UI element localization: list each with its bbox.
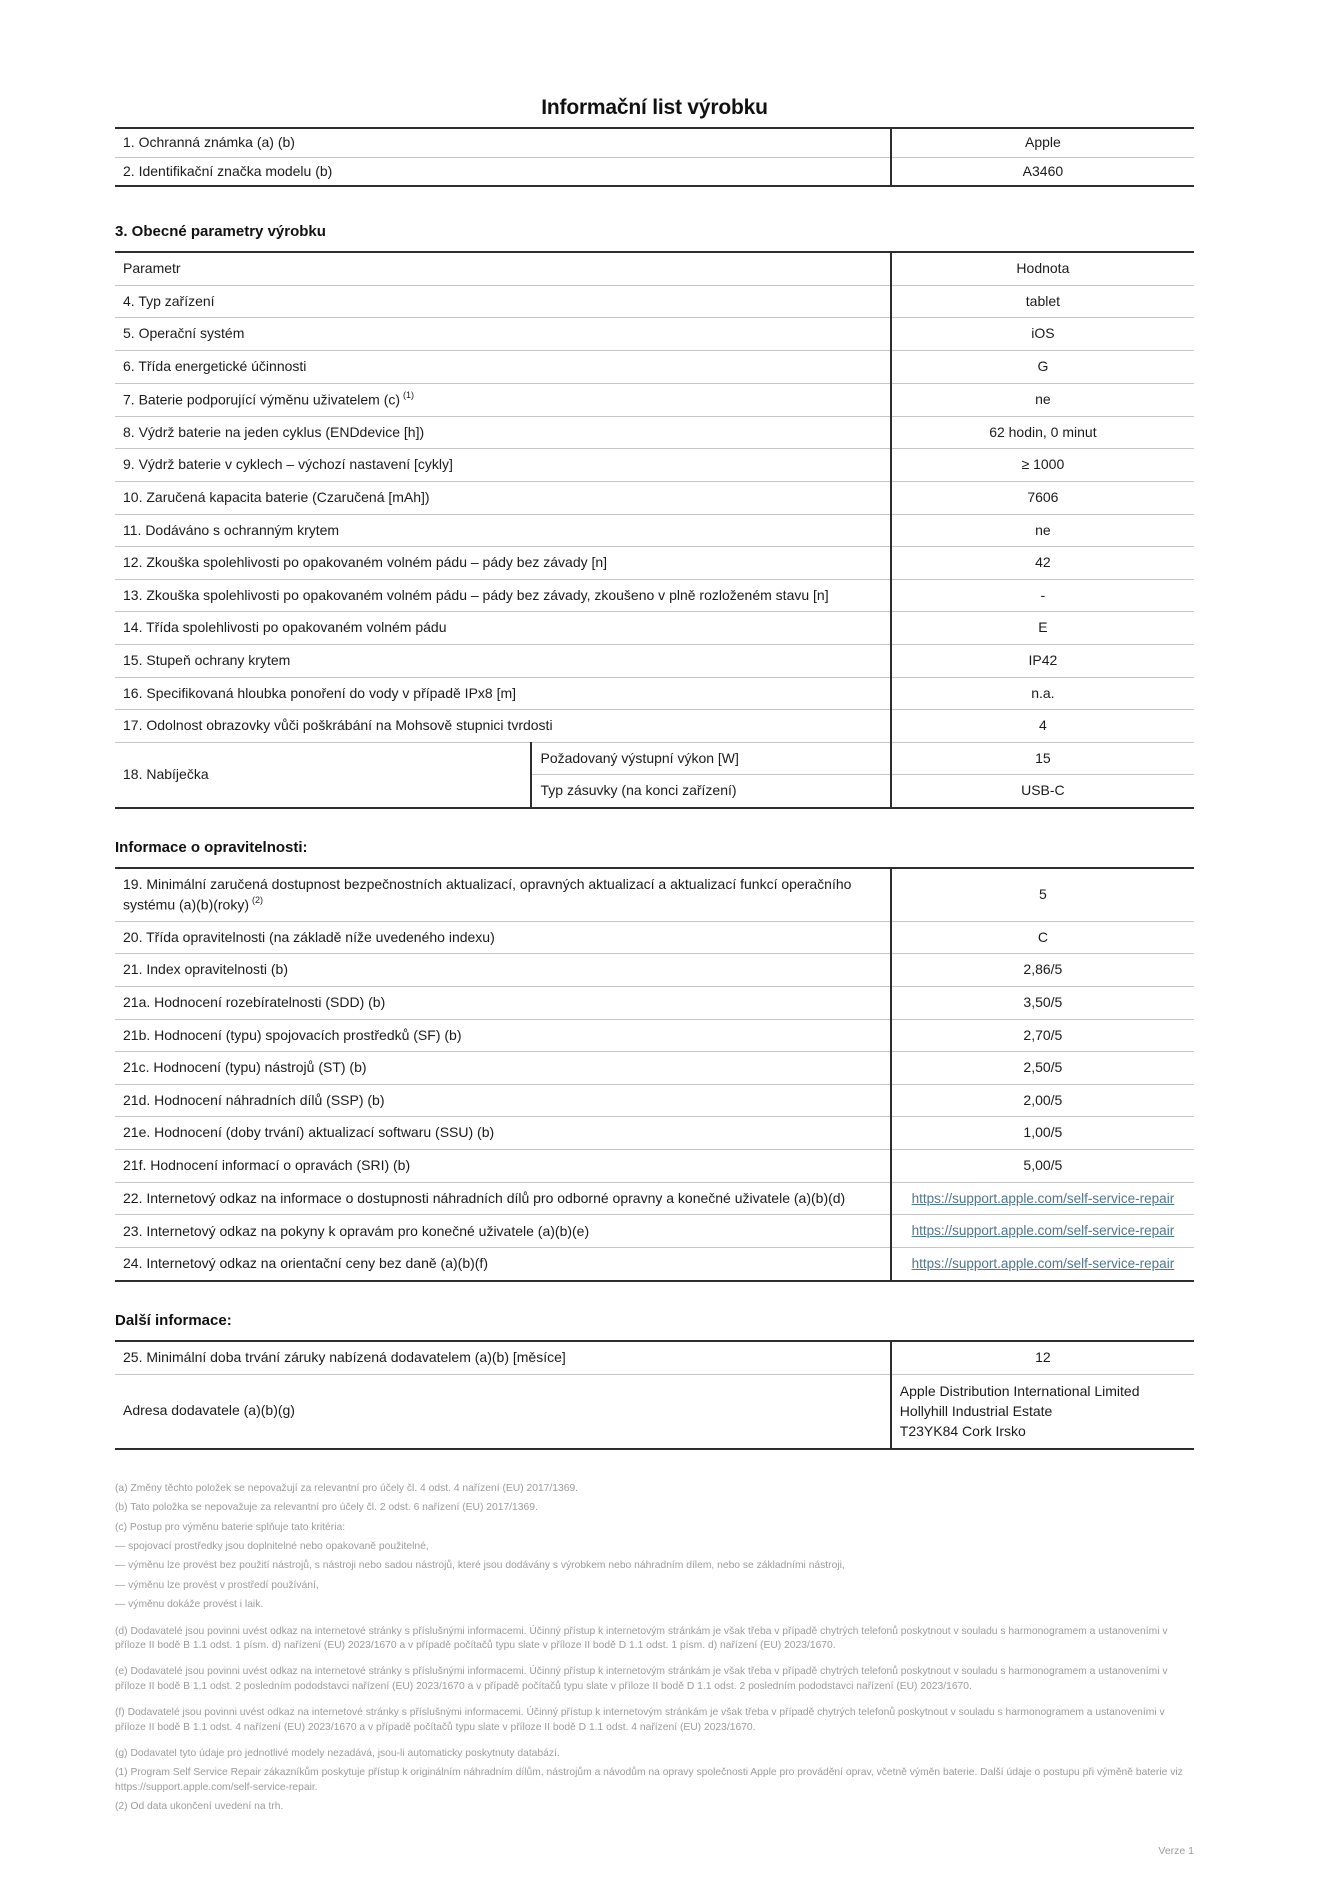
footnote-e: (e) Dodavatelé jsou povinni uvést odkaz na internetové stránky s příslušnými informacemi. Účinný přístup k internetovým stránkám je však třeba v případě chytrých telefonů poskytnout v souladu s harmonogramem a ustanoveními v příloze II bodě B 1.1 odst. 2 posledním pododstavci nařízení (EU) 2023/1670 a v případě počítačů typu slate v příloze II bodě D 1.1 odst. 2 posledním pododstavci nařízení (EU) 2023/1670. xyxy=(115,1666,1168,1692)
param-value: E xyxy=(891,612,1194,645)
param-label: 23. Internetový odkaz na pokyny k opravám pro konečné uživatele (a)(b)(e) xyxy=(115,1215,891,1248)
table-row xyxy=(115,868,1194,921)
table-row xyxy=(115,285,1194,318)
general-parameters-table xyxy=(115,251,1194,809)
param-value: 2,86/5 xyxy=(891,954,1194,987)
table-row xyxy=(115,986,1194,1019)
column-header-parametr: Parametr xyxy=(123,260,181,277)
param-label: 16. Specifikovaná hloubka ponoření do vody v případě IPx8 [m] xyxy=(115,677,891,710)
param-value: ne xyxy=(891,514,1194,547)
footnote-g: (g) Dodavatel tyto údaje pro jednotlivé modely nezadává, jsou-li automaticky poskytnuty databází. xyxy=(115,1747,560,1759)
table-row xyxy=(115,612,1194,645)
footnote-c-item: — spojovací prostředky jsou doplnitelné nebo opakovaně použitelné, xyxy=(115,1540,429,1552)
table-row xyxy=(115,547,1194,580)
table-row xyxy=(115,1084,1194,1117)
param-value: 2,70/5 xyxy=(891,1019,1194,1052)
param-value: tablet xyxy=(891,285,1194,318)
param-value: USB-C xyxy=(891,775,1194,808)
param-value xyxy=(891,1182,1194,1215)
table-header-row xyxy=(115,252,1194,285)
param-label: 4. Typ zařízení xyxy=(115,285,891,318)
param-value: 12 xyxy=(891,1341,1194,1374)
param-label: 20. Třída opravitelnosti (na základě níže uvedeného indexu) xyxy=(115,921,891,954)
footnote-c-item: — výměnu lze provést v prostředí používání, xyxy=(115,1579,319,1591)
param-value: 1,00/5 xyxy=(891,1117,1194,1150)
footnote-c-item: — výměnu lze provést bez použití nástrojů, s nástroji nebo sadou nástrojů, které jsou dodávány s výrobkem nebo náhradním dílem, nebo se základními nástroji, xyxy=(115,1560,845,1572)
param-label: 1. Ochranná známka (a) (b) xyxy=(123,134,295,150)
table-row xyxy=(115,1019,1194,1052)
param-value: C xyxy=(891,921,1194,954)
param-value: IP42 xyxy=(891,644,1194,677)
table-row xyxy=(115,449,1194,482)
address-line: Apple Distribution International Limited xyxy=(899,1382,1140,1399)
page-title: Informační list výrobku xyxy=(541,96,768,119)
param-value: 3,50/5 xyxy=(891,986,1194,1019)
table-row xyxy=(115,954,1194,987)
param-label: 14. Třída spolehlivosti po opakovaném volném pádu xyxy=(115,612,891,645)
table-row xyxy=(115,1215,1194,1248)
param-label: 18. Nabíječka xyxy=(115,742,531,808)
param-value: 62 hodin, 0 minut xyxy=(891,416,1194,449)
footnote-1: (1) Program Self Service Repair zákazníkům poskytuje přístup k originálním náhradním dílům, nástrojům a návodům na opravy společnosti Apple pro provádění oprav, včetně výměn baterie. Další údaje o postupu při výměně baterie viz https://support.apple.com/self-service-repair. xyxy=(115,1767,1183,1793)
footnote-2: (2) Od data ukončení uvedení na trh. xyxy=(115,1801,284,1813)
address-line: Hollyhill Industrial Estate xyxy=(899,1403,1053,1420)
param-value: 15 xyxy=(891,742,1194,775)
param-value xyxy=(891,1248,1194,1281)
footnote-b: (b) Tato položka se nepovažuje za relevantní pro účely čl. 2 odst. 6 nařízení (EU) 2017/1369. xyxy=(115,1502,538,1514)
table-row xyxy=(115,1341,1194,1374)
param-label: 22. Internetový odkaz na informace o dostupnosti náhradních dílů pro odborné opravny a konečné uživatele (a)(b)(d) xyxy=(115,1182,891,1215)
footnote-marker: (2) xyxy=(252,894,264,905)
section-heading-general: 3. Obecné parametry výrobku xyxy=(115,223,326,241)
param-value: ≥ 1000 xyxy=(891,449,1194,482)
footnote-c: (c) Postup pro výměnu baterie splňuje tato kritéria: xyxy=(115,1521,346,1533)
self-service-repair-link[interactable]: https://support.apple.com/self-service-repair xyxy=(911,1256,1175,1272)
table-row xyxy=(115,318,1194,351)
table-row xyxy=(115,482,1194,515)
param-value: 42 xyxy=(891,547,1194,580)
param-label: 11. Dodáváno s ochranným krytem xyxy=(115,514,891,547)
param-value: G xyxy=(891,350,1194,383)
param-value: n.a. xyxy=(891,677,1194,710)
footnote-c-item: — výměnu dokáže provést i laik. xyxy=(115,1599,264,1611)
self-service-repair-link[interactable]: https://support.apple.com/self-service-repair xyxy=(911,1223,1175,1239)
footnote-f: (f) Dodavatelé jsou povinni uvést odkaz na internetové stránky s příslušnými informacemi. Účinný přístup k internetovým stránkám je však třeba v případě chytrých telefonů poskytnout v souladu s harmonogramem a ustanoveními v příloze II bodě B 1.1 odst. 4 nařízení (EU) 2023/1670 a v případě počítačů typu slate v příloze II bodě D 1.1 odst. 4 nařízení (EU) 2023/1670. xyxy=(115,1707,1165,1733)
param-label: 21f. Hodnocení informací o opravách (SRI) (b) xyxy=(115,1149,891,1182)
section-heading-repairability: Informace o opravitelnosti: xyxy=(115,838,308,856)
table-row xyxy=(115,1052,1194,1085)
table-row xyxy=(115,1248,1194,1281)
param-label: Adresa dodavatele (a)(b)(g) xyxy=(115,1374,891,1448)
additional-information-table xyxy=(115,1340,1194,1449)
table-row xyxy=(115,350,1194,383)
param-label: 21. Index opravitelnosti (b) xyxy=(115,954,891,987)
param-label: 8. Výdrž baterie na jeden cyklus (ENDdevice [h]) xyxy=(115,416,891,449)
param-label: 21a. Hodnocení rozebíratelnosti (SDD) (b) xyxy=(115,986,891,1019)
param-label: 15. Stupeň ochrany krytem xyxy=(115,644,891,677)
param-value: 2,50/5 xyxy=(891,1052,1194,1085)
param-label: 17. Odolnost obrazovky vůči poškrábání na Mohsově stupnici tvrdosti xyxy=(115,710,891,743)
param-label: 19. Minimální zaručená dostupnost bezpečnostních aktualizací, opravných aktualizací a aktualizací funkcí operačního systému (a)(b)(roky) $^{(2)}$ xyxy=(123,875,852,913)
param-value: 7606 xyxy=(891,482,1194,515)
table-row xyxy=(115,644,1194,677)
supplier-address xyxy=(891,1374,1194,1448)
param-label: 21b. Hodnocení (typu) spojovacích prostředků (SF) (b) xyxy=(115,1019,891,1052)
param-label: 25. Minimální doba trvání záruky nabízená dodavatelem (a)(b) [měsíce] xyxy=(123,1349,566,1366)
param-label: 9. Výdrž baterie v cyklech – výchozí nastavení [cykly] xyxy=(115,449,891,482)
param-value: iOS xyxy=(891,318,1194,351)
table-row xyxy=(115,157,1194,186)
param-value: Apple xyxy=(891,128,1194,157)
section-heading-additional: Další informace: xyxy=(115,1312,232,1330)
charger-sub-label: Požadovaný výstupní výkon [W] xyxy=(531,742,890,775)
param-value: 5 xyxy=(891,868,1194,921)
param-value: - xyxy=(891,579,1194,612)
footnote-d: (d) Dodavatelé jsou povinni uvést odkaz na internetové stránky s příslušnými informacemi. Účinný přístup k internetovým stránkám je však třeba v případě chytrých telefonů poskytnout v souladu s harmonogramem a ustanoveními v příloze II bodě B 1.1 odst. 1 písm. d) nařízení (EU) 2023/1670 a v případě počítačů typu slate v příloze II bodě D 1.1 odst. 1 písm. d) nařízení (EU) 2023/1670. xyxy=(115,1625,1168,1651)
param-label: 24. Internetový odkaz na orientační ceny bez daně (a)(b)(f) xyxy=(115,1248,891,1281)
param-label: 21e. Hodnocení (doby trvání) aktualizací softwaru (SSU) (b) xyxy=(115,1117,891,1150)
self-service-repair-link[interactable]: https://support.apple.com/self-service-repair xyxy=(911,1190,1175,1206)
param-value: 5,00/5 xyxy=(891,1149,1194,1182)
param-value: 4 xyxy=(891,710,1194,743)
footnotes xyxy=(115,1482,1194,1815)
param-label: 5. Operační systém xyxy=(115,318,891,351)
param-label: 13. Zkouška spolehlivosti po opakovaném volném pádu – pády bez závady, zkoušeno v plně rozloženém stavu [n] xyxy=(115,579,891,612)
table-row xyxy=(115,1182,1194,1215)
column-header-hodnota: Hodnota xyxy=(891,252,1194,285)
supplier-address-row xyxy=(115,1374,1194,1448)
table-row xyxy=(115,1117,1194,1150)
param-value: 2,00/5 xyxy=(891,1084,1194,1117)
param-label: 6. Třída energetické účinnosti xyxy=(115,350,891,383)
charger-sub-label: Typ zásuvky (na konci zařízení) xyxy=(531,775,890,808)
address-line: T23YK84 Cork Irsko xyxy=(899,1423,1026,1440)
param-label: 7. Baterie podporující výměnu uživatelem (c) $^{(1)}$ xyxy=(115,383,891,416)
table-row xyxy=(115,710,1194,743)
param-label: 12. Zkouška spolehlivosti po opakovaném volném pádu – pády bez závady [n] xyxy=(115,547,891,580)
table-row xyxy=(115,921,1194,954)
footnote-a: (a) Změny těchto položek se nepovažují za relevantní pro účely čl. 4 odst. 4 nařízení (EU) 2017/1369. xyxy=(115,1482,579,1494)
param-label: 21d. Hodnocení náhradních dílů (SSP) (b) xyxy=(115,1084,891,1117)
version-label: Verze 1 xyxy=(1158,1844,1194,1857)
table-row xyxy=(115,1149,1194,1182)
repairability-table xyxy=(115,867,1194,1282)
identification-table xyxy=(115,127,1194,187)
charger-row xyxy=(115,742,1194,775)
table-row xyxy=(115,579,1194,612)
param-value xyxy=(891,1215,1194,1248)
table-row xyxy=(115,677,1194,710)
param-label: 10. Zaručená kapacita baterie (Czaručená [mAh]) xyxy=(115,482,891,515)
table-row xyxy=(115,514,1194,547)
table-row xyxy=(115,416,1194,449)
table-row xyxy=(115,383,1194,416)
param-value: A3460 xyxy=(891,157,1194,186)
table-row xyxy=(115,128,1194,157)
param-value: ne xyxy=(891,383,1194,416)
param-label: 21c. Hodnocení (typu) nástrojů (ST) (b) xyxy=(115,1052,891,1085)
param-label: 2. Identifikační značka modelu (b) xyxy=(115,157,891,186)
footnote-marker: (1) xyxy=(403,389,415,400)
